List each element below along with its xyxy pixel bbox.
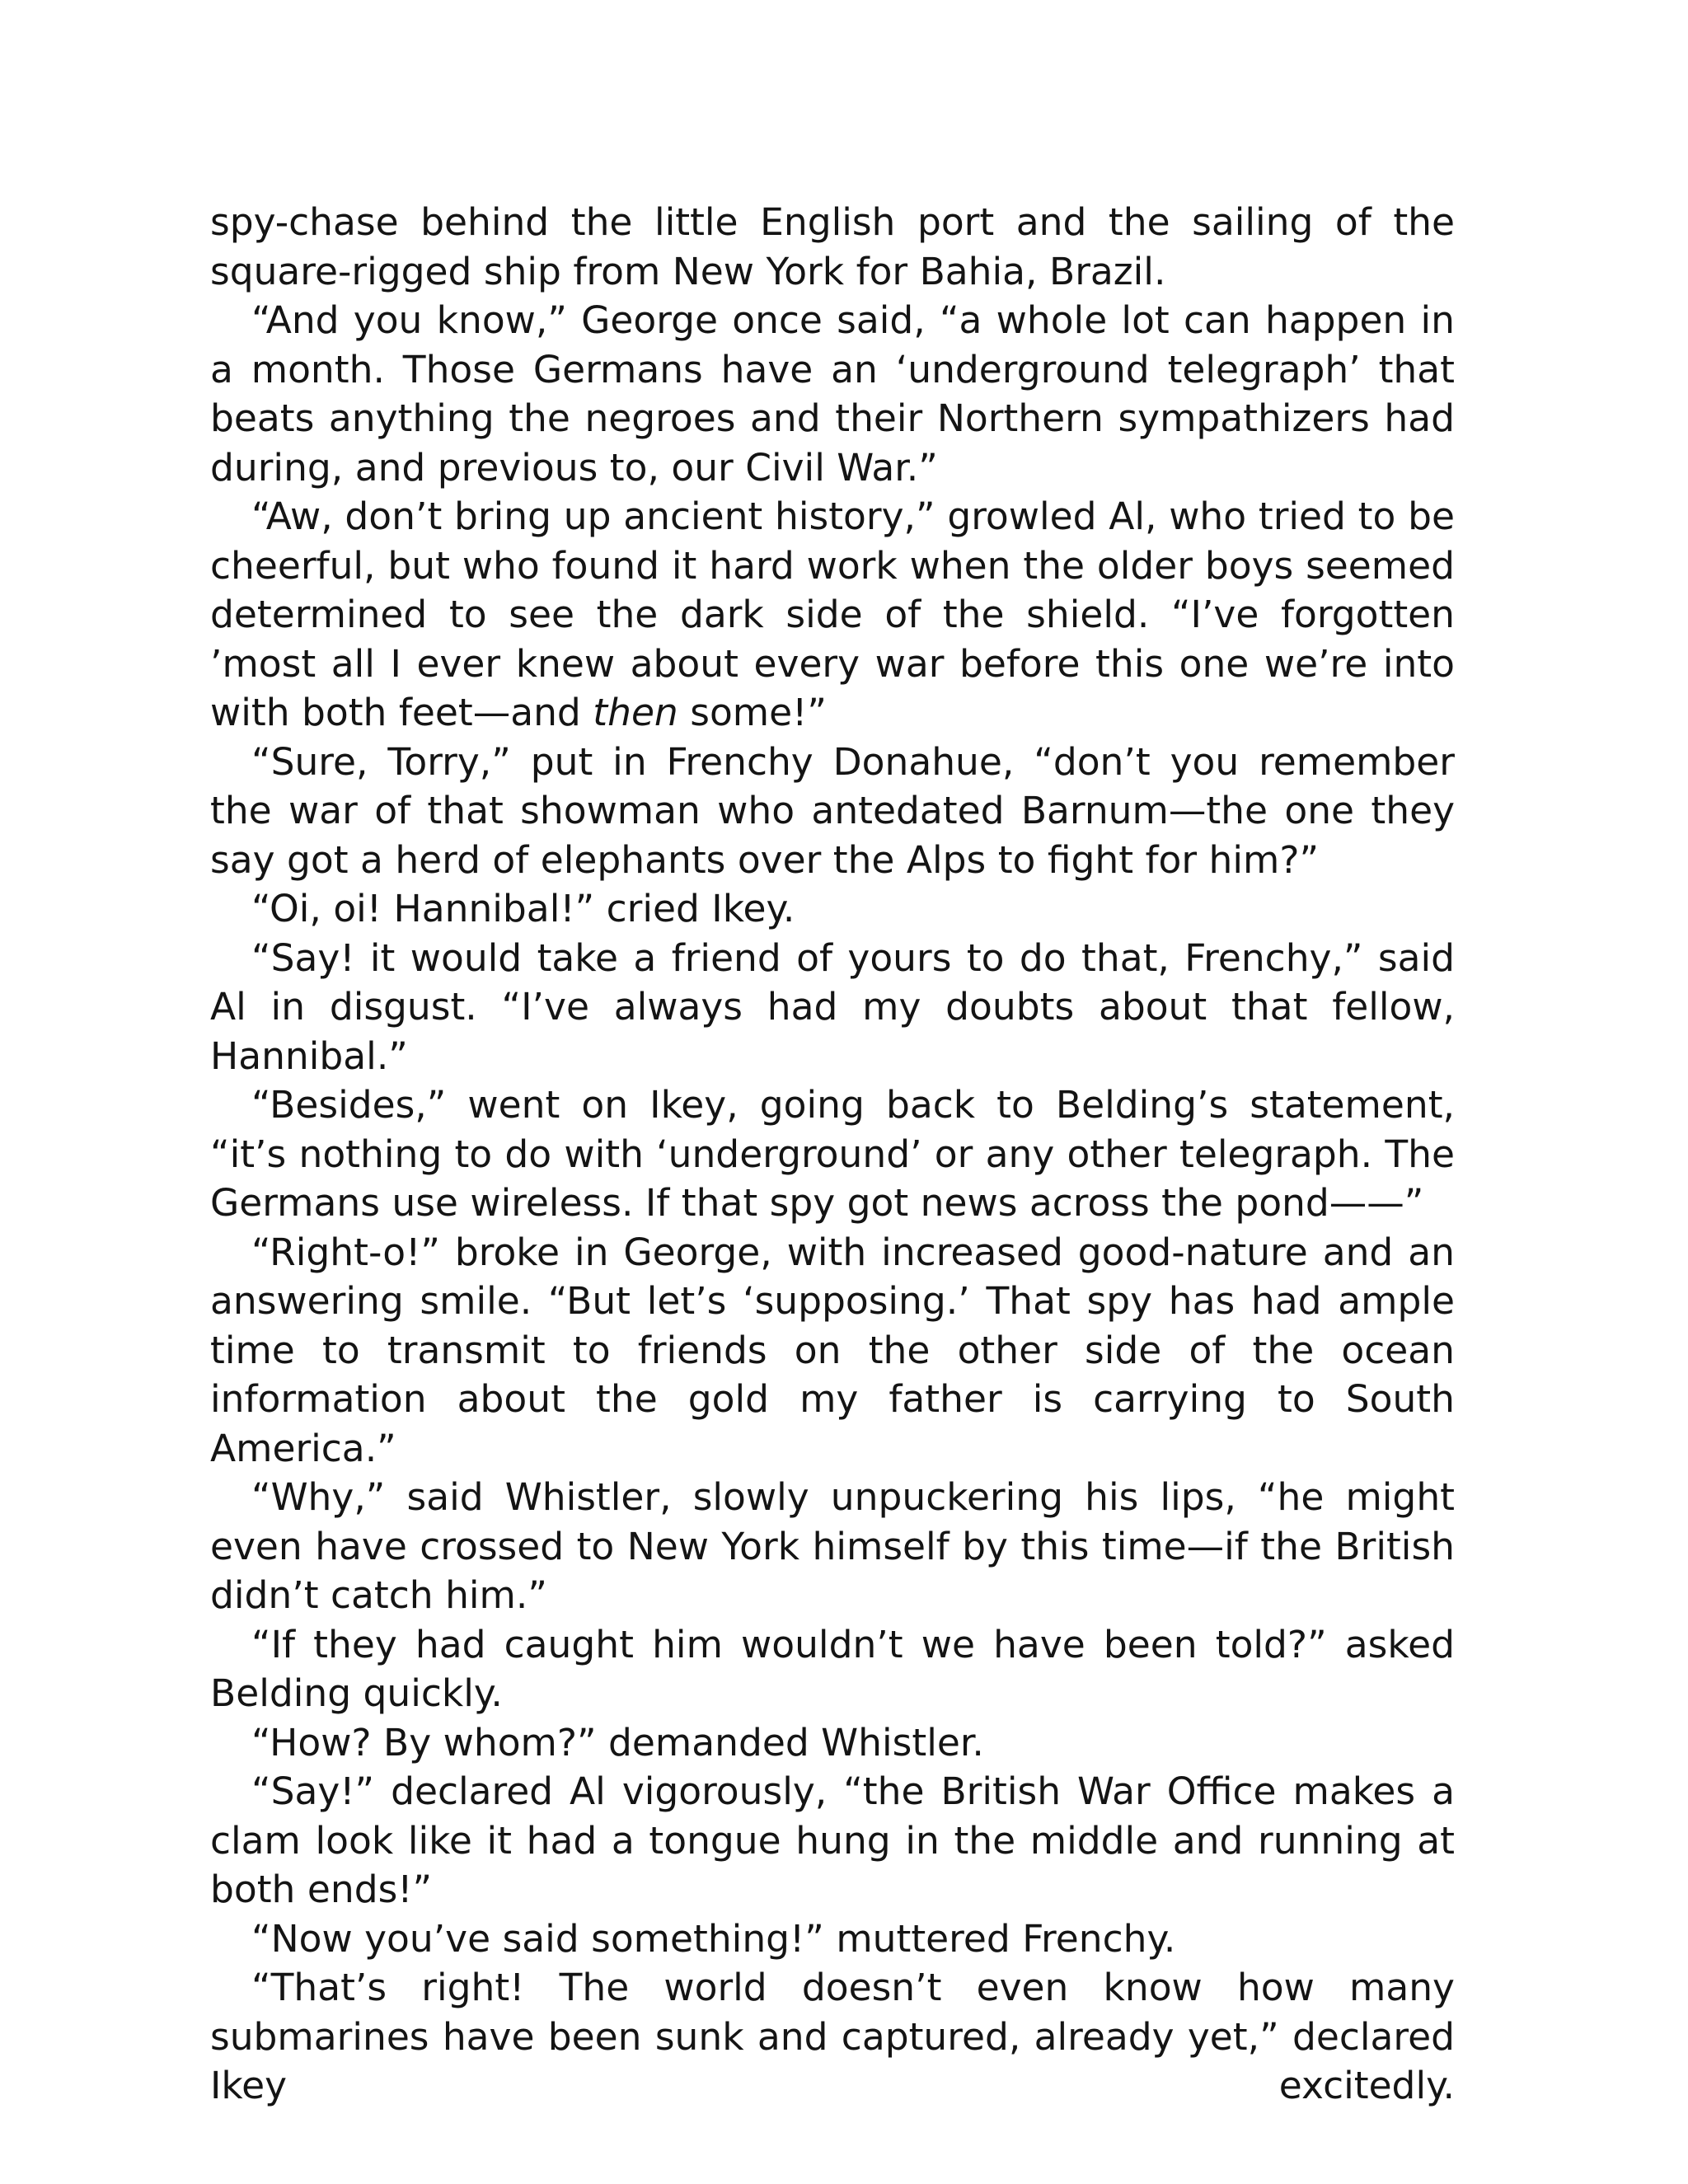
paragraph-text: some!” (678, 691, 827, 734)
paragraph-text: “Aw, don’t bring up ancient history,” growled Al, who tried to be cheerful, but who found it hard work when the older boys seemed determined to see the dark side of the shield. “I’ve forgotten ’most all I ever knew about every war before this one we’re into with both feet—and (210, 494, 1455, 734)
paragraph: “How? By whom?” demanded Whistler. (251, 1720, 984, 1765)
paragraph: “That’s right! The world doesn’t even know how many submarines have been sunk and captured, already yet,” declared Ikey excitedly. (210, 1966, 1455, 2107)
paragraph: “Now you’ve said something!” muttered Frenchy. (251, 1916, 1176, 1961)
paragraph: “Sure, Torry,” put in Frenchy Donahue, “don’t you remember the war of that showman who antedated Barnum—the one they say got a herd of elephants over the Alps to fight for him?” (210, 739, 1455, 882)
paragraph: “Oi, oi! Hannibal!” cried Ikey. (251, 887, 795, 930)
emphasized-word: then (593, 691, 678, 734)
paragraph: spy-chase behind the little English port and the sailing of the square-rigged ship from New York for Bahia, Brazil. (210, 200, 1455, 293)
paragraph: “Right-o!” broke in George, with increased good-nature and an answering smile. “But let’s ‘supposing.’ That spy has had ample time to transmit to friends on the other side of the ocean information about the gold my father is carrying to South America.” (210, 1230, 1455, 1470)
paragraph: “If they had caught him wouldn’t we have been told?” asked Belding quickly. (210, 1622, 1455, 1715)
paragraph (210, 492, 1455, 738)
paragraph: “Say! it would take a friend of yours to do that, Frenchy,” said Al in disgust. “I’ve always had my doubts about that fellow, Hannibal.” (210, 935, 1455, 1078)
book-page (210, 198, 1455, 2111)
paragraph: “Why,” said Whistler, slowly unpuckering his lips, “he might even have crossed to New York himself by this time—if the British didn’t catch him.” (210, 1475, 1455, 1617)
paragraph: “Say!” declared Al vigorously, “the British War Office makes a clam look like it had a tongue hung in the middle and running at both ends!” (210, 1769, 1455, 1911)
paragraph: “And you know,” George once said, “a whole lot can happen in a month. Those Germans have an ‘underground telegraph’ that beats anything the negroes and their Northern sympathizers had during, and previous to, our Civil War.” (210, 298, 1455, 490)
paragraph: “Besides,” went on Ikey, going back to Belding’s statement, “it’s nothing to do with ‘underground’ or any other telegraph. The Germans use wireless. If that spy got news across the pond——” (210, 1083, 1455, 1225)
